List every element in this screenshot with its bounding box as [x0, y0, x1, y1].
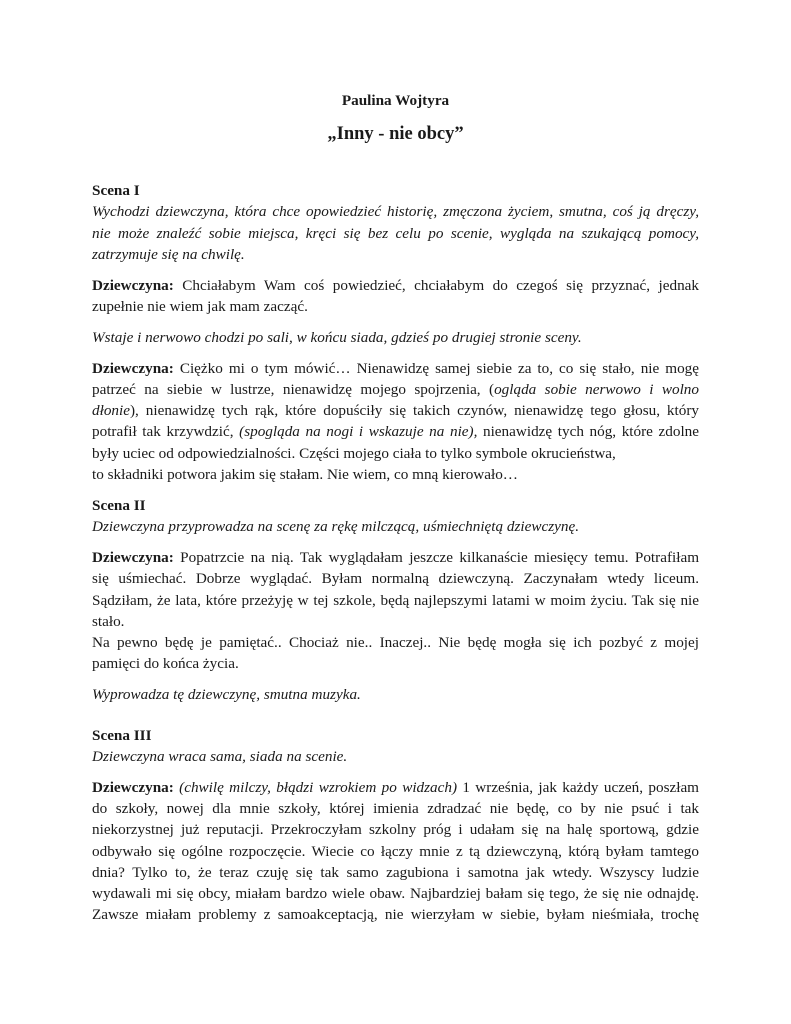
scene-3-heading: Scena III: [92, 726, 152, 744]
stage-direction-line: nie może znaleźć sobie miejsca, kręci się bez celu po scenie, wygląda na szukającą pomocy,: [92, 224, 699, 242]
dialogue-line: Dziewczyna: (chwilę milczy, błądzi wzrokiem po widzach) 1 września, jak każdy uczeń, poszłam: [92, 778, 699, 796]
play-title: „Inny - nie obcy”: [327, 124, 464, 144]
dialogue-line: zupełnie nie wiem jak mam zacząć.: [92, 297, 308, 315]
speaker-label: Dziewczyna:: [92, 548, 174, 566]
dialogue-line: patrzeć na siebie w lustrze, nienawidzę mojego spojrzenia, (ogląda sobie nerwowo i wolno: [92, 380, 699, 398]
dialogue-line: odbywało się ogólne rozpoczęcie. Wiecie co łączy mnie z tą dziewczyną, którą byłam tamtego: [92, 842, 699, 860]
stage-direction-line: zatrzymuje się na chwilę.: [92, 245, 245, 263]
dialogue-line: dnia? Tylko to, że teraz czuję się tak samo zagubiona i samotna jak wtedy. Wszyscy ludzie: [92, 863, 699, 881]
dialogue-line: Dziewczyna: Ciężko mi o tym mówić… Nienawidzę samej siebie za to, co się stało, nie mogę: [92, 359, 699, 377]
dialogue-line: stało.: [92, 612, 125, 630]
play-text: [92, 180, 699, 926]
stage-direction-line: Wstaje i nerwowo chodzi po sali, w końcu siada, gdzieś po drugiej stronie sceny.: [92, 328, 582, 346]
scene-1-heading: Scena I: [92, 182, 140, 199]
dialogue-line: były uciec od odpowiedzialności. Części mojego ciała to tylko symbole okrucieństwa,: [92, 444, 616, 462]
dialogue-line: dłonie), nienawidzę tych rąk, które dopuściły się takich czynów, nienawidzę tego głosu, który: [92, 402, 699, 420]
dialogue-line: to składniki potwora jakim się stałam. Nie wiem, co mną kierowało…: [92, 466, 518, 484]
dialogue-line: pamięci do końca życia.: [92, 655, 239, 673]
stage-direction-line: Dziewczyna wraca sama, siada na scenie.: [92, 747, 348, 765]
dialogue-line: Sądziłam, że lata, które przeżyję w tej szkole, będą najlepszymi latami w moim życiu. Tak się nie: [92, 591, 699, 609]
speaker-label: Dziewczyna:: [92, 276, 174, 294]
stage-direction-line: Wychodzi dziewczyna, która chce opowiedzieć historię, zmęczona życiem, smutna, coś ją dręczy,: [92, 203, 699, 221]
author-name: Paulina Wojtyra: [341, 92, 450, 109]
speaker-label: Dziewczyna:: [92, 778, 174, 796]
scene-2-heading: Scena II: [92, 496, 146, 514]
dialogue-line: się uśmiechać. Dobrze wyglądać. Byłam normalną dziewczyną. Zaczynałam wtedy liceum.: [92, 570, 699, 588]
stage-direction-line: Wyprowadza tę dziewczynę, smutna muzyka.: [92, 686, 361, 704]
dialogue-line: Dziewczyna: Chciałabym Wam coś powiedzieć, chciałabym do czegoś się przyznać, jednak: [92, 276, 699, 294]
dialogue-line: Dziewczyna: Popatrzcie na nią. Tak wyglądałam jeszcze kilkanaście miesięcy temu. Potrafiłam: [92, 548, 699, 566]
dialogue-line: Zawsze miałam problemy z samoakceptacją, nie wierzyłam w siebie, byłam nieśmiała, trochę: [92, 906, 699, 924]
stage-direction-line: Dziewczyna przyprowadza na scenę za rękę milczącą, uśmiechniętą dziewczynę.: [92, 518, 580, 536]
dialogue-line: do szkoły, nowej dla mnie szkoły, której imienia zdradzać nie będę, co by nie psuć i tak: [92, 799, 699, 817]
dialogue-line: Na pewno będę je pamiętać.. Chociaż nie.. Inaczej.. Nie będę mogła się ich pozbyć z mojej: [92, 634, 699, 652]
dialogue-line: wydawali mi się obcy, miałam bardzo wiele obaw. Najbardziej bałam się tego, że się nie odnajdę.: [92, 885, 699, 903]
dialogue-line: niekorzystnej już reputacji. Przekroczyłam szkolny próg i udałam się na halę sportową, gdzie: [92, 821, 699, 839]
speaker-label: Dziewczyna:: [92, 359, 174, 377]
dialogue-line: potrafił tak krzywdzić, (spogląda na nogi i wskazuje na nie), nienawidzę tych nóg, które zdolne: [92, 423, 699, 441]
